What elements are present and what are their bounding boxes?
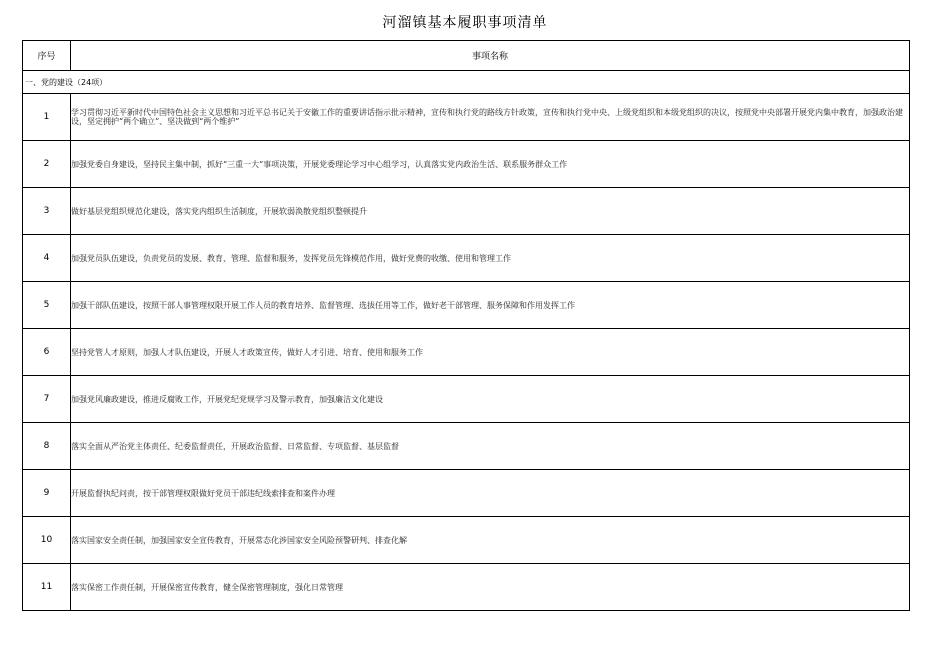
section-row <box>23 71 910 94</box>
table-row <box>23 329 910 376</box>
table-header-row <box>23 41 910 71</box>
row-number: 10 <box>23 517 71 564</box>
table-row <box>23 423 910 470</box>
column-header-num: 序号 <box>23 41 71 71</box>
column-header-name: 事项名称 <box>71 41 910 71</box>
table-row <box>23 517 910 564</box>
row-item-name: 落实全面从严治党主体责任、纪委监督责任，开展政治监督、日常监督、专项监督、基层监督 <box>71 423 910 470</box>
table-row <box>23 94 910 141</box>
row-item-name: 加强党风廉政建设，推进反腐败工作，开展党纪党规学习及警示教育，加强廉洁文化建设 <box>71 376 910 423</box>
row-number: 1 <box>23 94 71 141</box>
row-item-name: 开展监督执纪问责，按干部管理权限做好党员干部违纪线索排查和案件办理 <box>71 470 910 517</box>
section-title: 一、党的建设（24项） <box>23 71 910 94</box>
row-number: 6 <box>23 329 71 376</box>
row-item-name: 加强党员队伍建设，负责党员的发展、教育、管理、监督和服务，发挥党员先锋模范作用，做好党费的收缴、使用和管理工作 <box>71 235 910 282</box>
row-item-name: 落实保密工作责任制，开展保密宣传教育，健全保密管理制度，强化日常管理 <box>71 564 910 611</box>
row-number: 8 <box>23 423 71 470</box>
row-number: 3 <box>23 188 71 235</box>
row-number: 11 <box>23 564 71 611</box>
table-row <box>23 235 910 282</box>
row-item-name: 落实国家安全责任制，加强国家安全宣传教育，开展常态化涉国家安全风险预警研判、排查化解 <box>71 517 910 564</box>
duty-list-table <box>22 40 910 611</box>
table-row <box>23 470 910 517</box>
table-row <box>23 282 910 329</box>
row-number: 4 <box>23 235 71 282</box>
table-row <box>23 188 910 235</box>
page-title: 河溜镇基本履职事项清单 <box>382 15 548 31</box>
row-item-name: 坚持党管人才原则，加强人才队伍建设，开展人才政策宣传，做好人才引进、培育、使用和服务工作 <box>71 329 910 376</box>
row-item-name: 加强干部队伍建设，按照干部人事管理权限开展工作人员的教育培养、监督管理、选拔任用等工作，做好老干部管理、服务保障和作用发挥工作 <box>71 282 910 329</box>
row-item-name: 加强党委自身建设，坚持民主集中制，抓好“三重一大”事项决策，开展党委理论学习中心组学习，认真落实党内政治生活、联系服务群众工作 <box>71 141 910 188</box>
table-row <box>23 564 910 611</box>
row-item-name: 做好基层党组织规范化建设，落实党内组织生活制度，开展软弱涣散党组织整顿提升 <box>71 188 910 235</box>
row-number: 5 <box>23 282 71 329</box>
row-item-name: 学习贯彻习近平新时代中国特色社会主义思想和习近平总书记关于安徽工作的重要讲话指示批示精神，宣传和执行党的路线方针政策，宣传和执行党中央、上级党组织和本级党组织的决议，按照党中央部署开展党内集中教育，加强政治建设，坚定拥护“两个确立”、坚决做到“两个维护” <box>71 94 910 141</box>
table-row <box>23 376 910 423</box>
row-number: 7 <box>23 376 71 423</box>
row-number: 9 <box>23 470 71 517</box>
table-row <box>23 141 910 188</box>
row-number: 2 <box>23 141 71 188</box>
